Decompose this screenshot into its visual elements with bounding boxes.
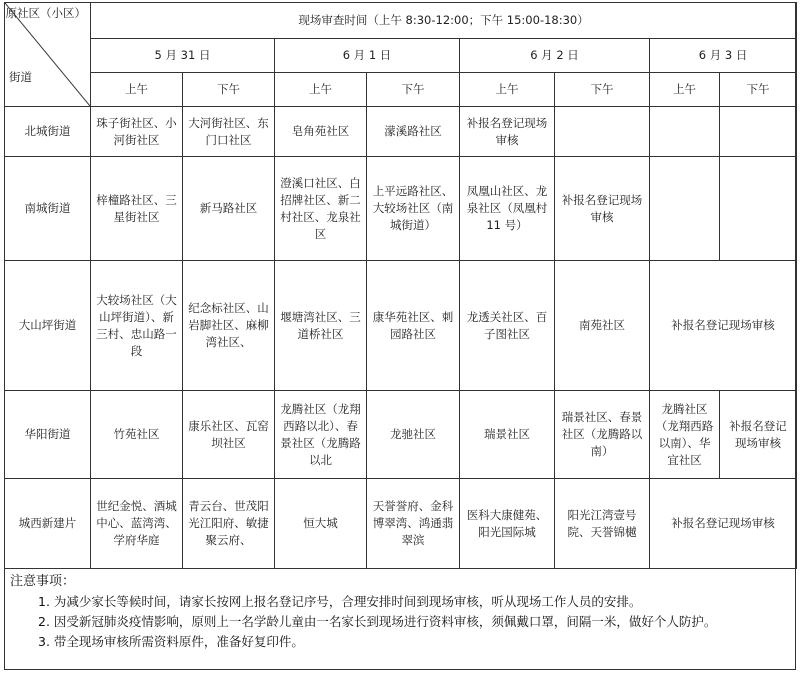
date-header: 6 月 1 日 [275, 39, 460, 73]
community-cell: 梓橦路社区、三星街社区 [91, 157, 183, 261]
community-cell: 大较场社区（大山坪街道）、新三村、忠山路一段 [91, 261, 183, 391]
date-header: 6 月 3 日 [650, 39, 797, 73]
community-cell: 瑞景社区、春景社区（龙腾路以南） [555, 391, 650, 479]
community-cell: 竹苑社区 [91, 391, 183, 479]
community-cell: 阳光江湾壹号院、天誉锦樾 [555, 479, 650, 569]
notes-title: 注意事项： [10, 574, 76, 589]
am-header: 上午 [275, 73, 367, 107]
date-header: 5 月 31 日 [91, 39, 275, 73]
community-cell: 澄溪口社区、白招牌社区、新二村社区、龙泉社区 [275, 157, 367, 261]
am-header: 上午 [460, 73, 555, 107]
corner-bottom-label: 街道 [9, 70, 32, 84]
community-cell: 青云台、世茂阳光江阳府、敏捷聚云府、 [183, 479, 275, 569]
street-name: 华阳街道 [5, 391, 91, 479]
community-cell: 新马路社区 [183, 157, 275, 261]
community-cell: 大河街社区、东门口社区 [183, 107, 275, 157]
am-header: 上午 [91, 73, 183, 107]
street-name: 大山坪街道 [5, 261, 91, 391]
community-cell: 恒大城 [275, 479, 367, 569]
header-corner [5, 3, 91, 107]
community-cell: 珠子街社区、小河街社区 [91, 107, 183, 157]
street-name: 南城街道 [5, 157, 91, 261]
pm-header: 下午 [555, 73, 650, 107]
community-cell: 龙腾社区（龙翔西路以南）、华宜社区 [650, 391, 720, 479]
community-cell: 补报名登记现场审核 [460, 107, 555, 157]
header-row-time [5, 3, 797, 39]
note-item: 1. 为减少家长等候时间，请家长按网上报名登记序号，合理安排时间到现场审核，听从现场工作人员的安排。 [38, 594, 642, 609]
community-cell: 康华苑社区、刺园路社区 [367, 261, 460, 391]
community-cell: 南苑社区 [555, 261, 650, 391]
community-cell: 龙透关社区、百子图社区 [460, 261, 555, 391]
pm-header: 下午 [720, 73, 797, 107]
table-row [5, 479, 797, 569]
community-cell: 天誉誉府、金科博翠湾、鸿通翡翠滨 [367, 479, 460, 569]
notes-section [10, 572, 790, 652]
community-cell [650, 107, 720, 157]
note-item: 3. 带全现场审核所需资料原件，准备好复印件。 [38, 634, 304, 649]
street-name: 城西新建片 [5, 479, 91, 569]
community-cell [720, 157, 797, 261]
schedule-table [4, 2, 797, 569]
table-row [5, 391, 797, 479]
date-header: 6 月 2 日 [460, 39, 650, 73]
community-cell [555, 107, 650, 157]
community-cell: 凤凰山社区、龙泉社区（凤凰村 11 号） [460, 157, 555, 261]
header-row-ampm [5, 73, 797, 107]
community-cell: 皂角苑社区 [275, 107, 367, 157]
header-row-dates [5, 39, 797, 73]
community-cell: 补报名登记现场审核 [650, 261, 797, 391]
schedule-time-title: 现场审查时间（上午 8:30-12:00；下午 15:00-18:30） [91, 3, 797, 39]
community-cell: 瑞景社区 [460, 391, 555, 479]
community-cell: 世纪金悦、酒城中心、蓝湾湾、学府华庭 [91, 479, 183, 569]
pm-header: 下午 [183, 73, 275, 107]
community-cell: 上平远路社区、大较场社区（南城街道） [367, 157, 460, 261]
note-item: 2. 因受新冠肺炎疫情影响，原则上一名学龄儿童由一名家长到现场进行资料审核，须佩戴口罩，间隔一米，做好个人防护。 [38, 614, 717, 629]
community-cell [650, 157, 720, 261]
pm-header: 下午 [367, 73, 460, 107]
corner-top-label: 原社区（小区） [5, 6, 86, 20]
community-cell: 康乐社区、瓦窑坝社区 [183, 391, 275, 479]
community-cell: 龙驰社区 [367, 391, 460, 479]
table-row [5, 107, 797, 157]
community-cell: 堰塘湾社区、三道桥社区 [275, 261, 367, 391]
community-cell [720, 107, 797, 157]
table-row [5, 261, 797, 391]
community-cell: 纪念标社区、山岩脚社区、麻柳湾社区、 [183, 261, 275, 391]
community-cell: 补报名登记现场审核 [555, 157, 650, 261]
community-cell: 补报名登记现场审核 [720, 391, 797, 479]
street-name: 北城街道 [5, 107, 91, 157]
community-cell: 龙腾社区（龙翔西路以北）、春景社区（龙腾路以北 [275, 391, 367, 479]
table-row [5, 157, 797, 261]
community-cell: 医科大康健苑、阳光国际城 [460, 479, 555, 569]
am-header: 上午 [650, 73, 720, 107]
community-cell: 补报名登记现场审核 [650, 479, 797, 569]
community-cell: 濛溪路社区 [367, 107, 460, 157]
